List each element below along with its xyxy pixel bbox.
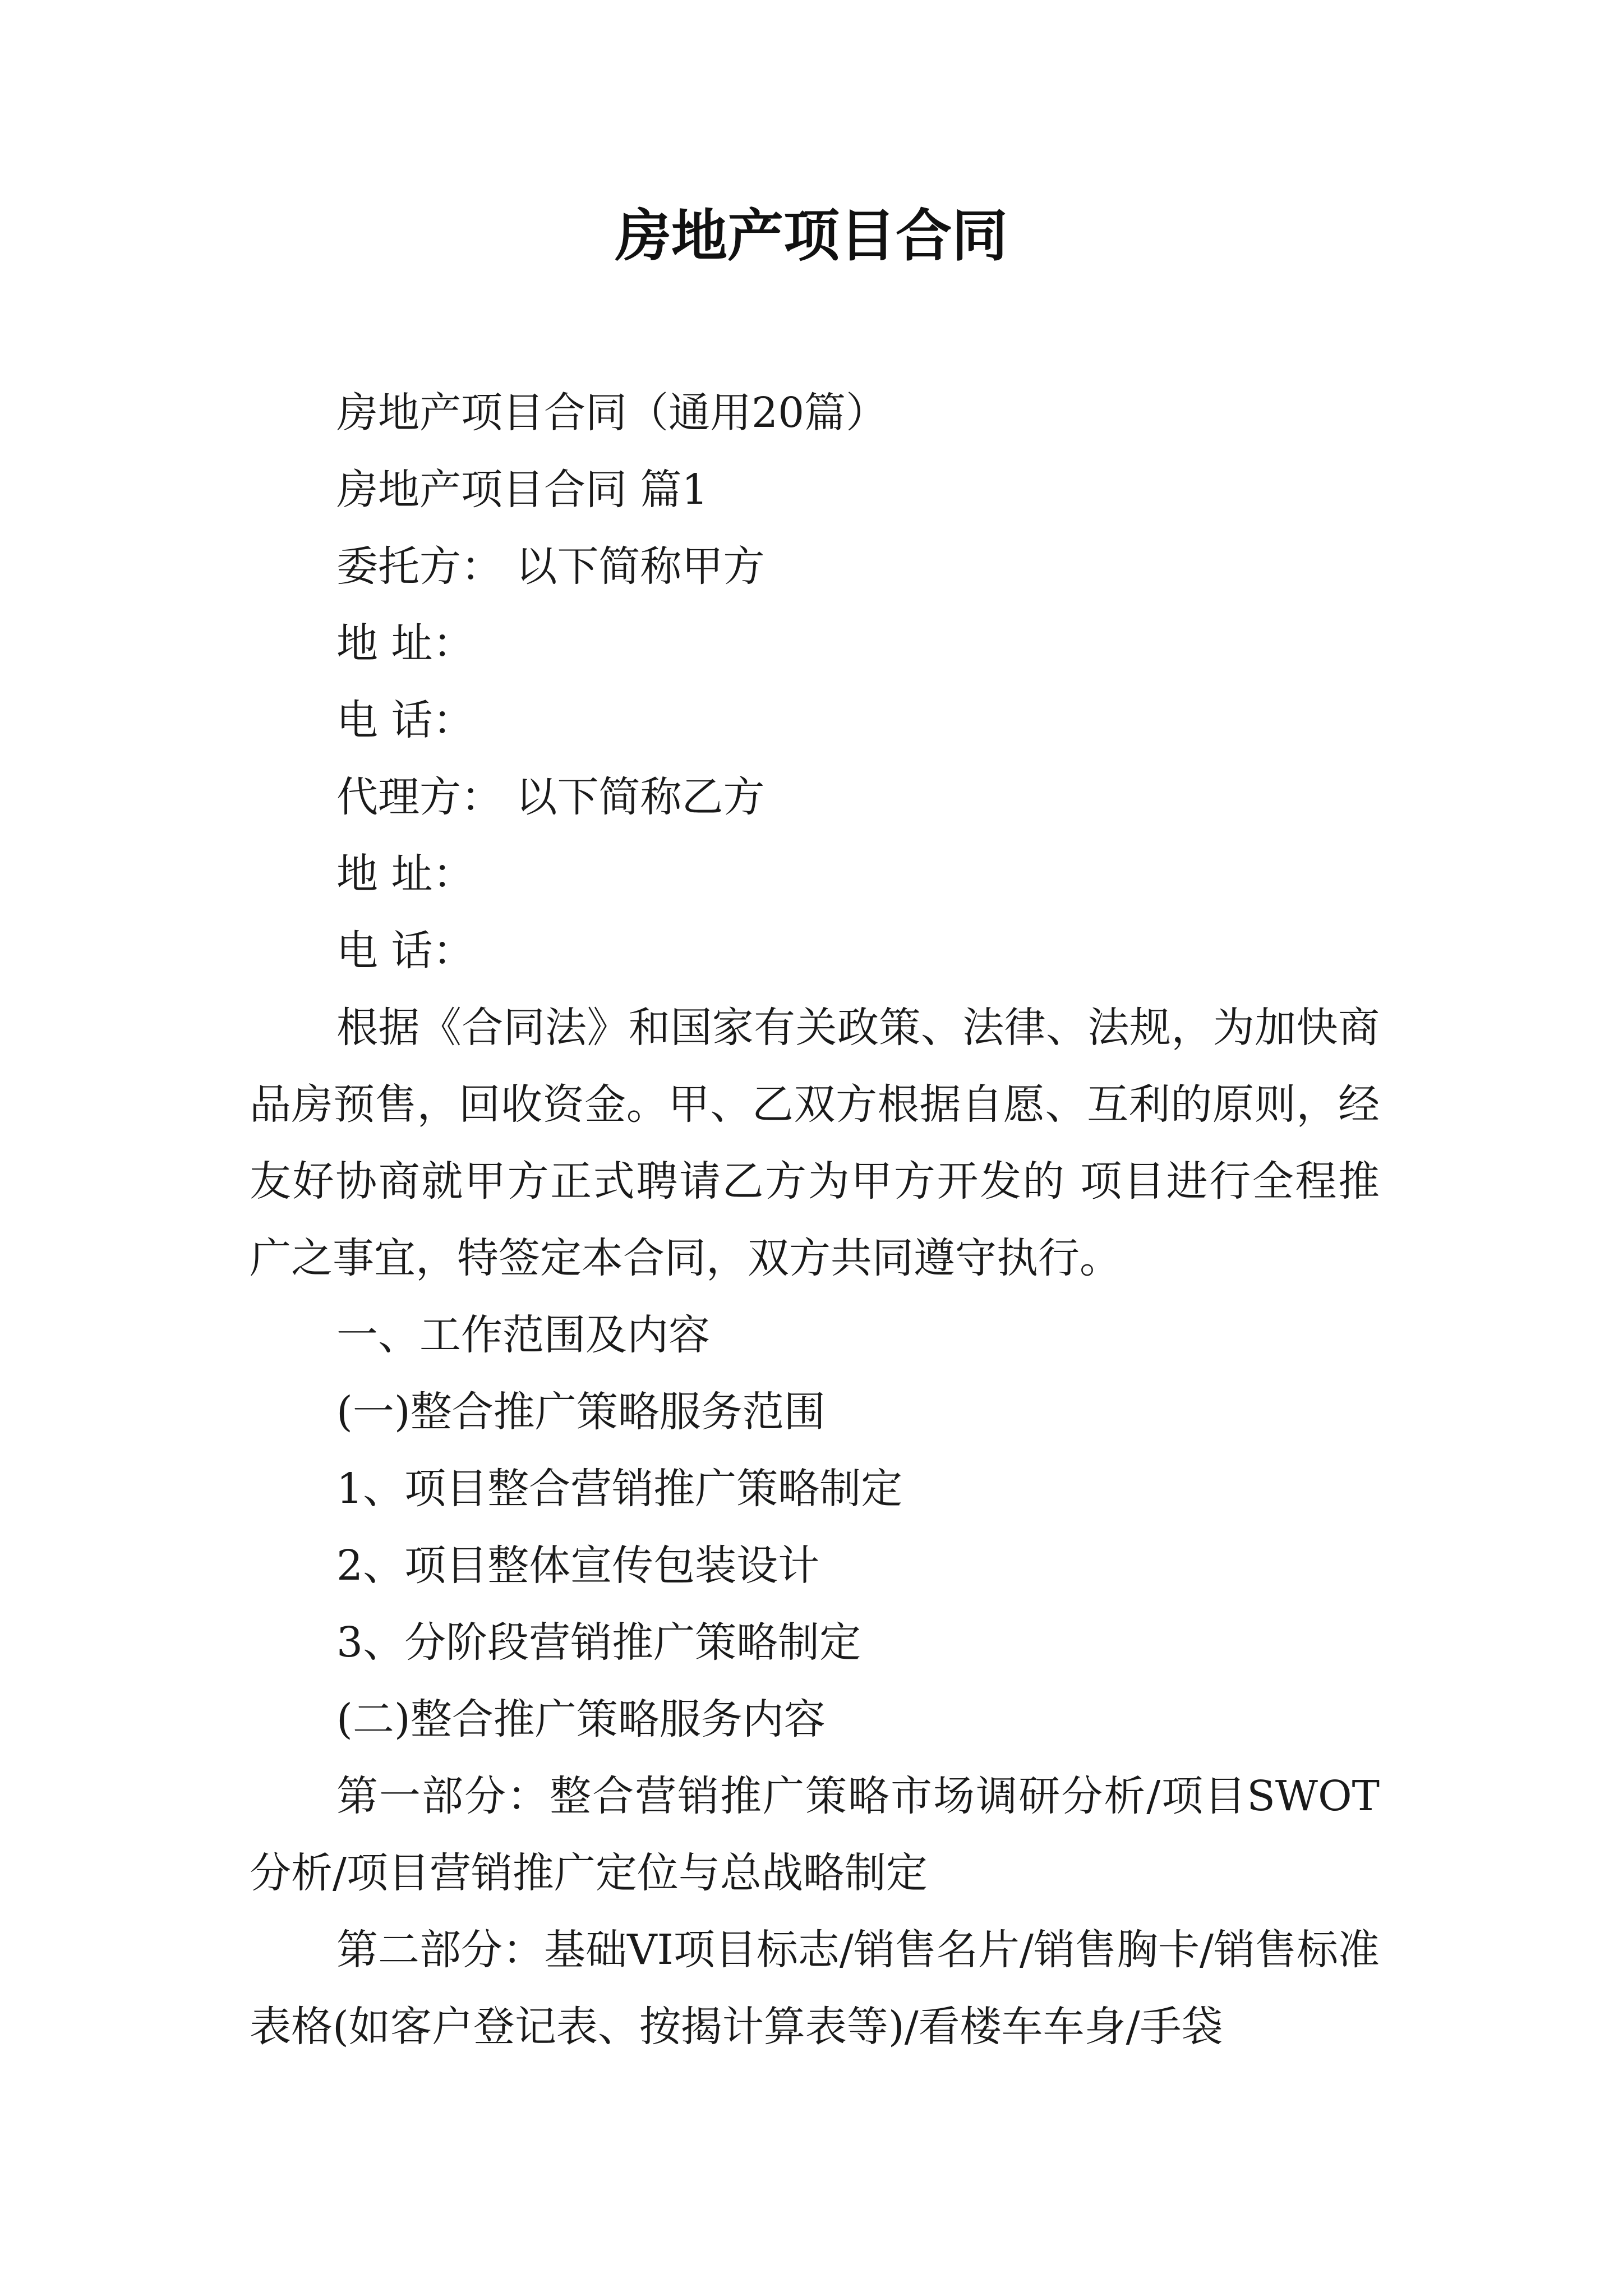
- paragraph: 代理方： 以下简称乙方: [336, 773, 765, 821]
- paragraph: 第一部分：整合营销推广策略市场调研分析/项目SWOT分析/项目营销推广定位与总战略制定: [250, 1772, 1380, 1897]
- paragraph: 房地产项目合同 篇1: [336, 466, 708, 514]
- paragraph: 2、项目整体宣传包装设计: [336, 1542, 820, 1590]
- paragraph: 3、分阶段营销推广策略制定: [336, 1618, 861, 1667]
- document-body: [250, 375, 1380, 2065]
- paragraph: (一)整合推广策略服务范围: [336, 1388, 826, 1436]
- paragraph: 委托方： 以下简称甲方: [336, 542, 765, 591]
- paragraph: 地 址：: [336, 619, 474, 668]
- paragraph: 房地产项目合同（通用20篇）: [336, 389, 888, 437]
- paragraph: 一、工作范围及内容: [336, 1311, 710, 1359]
- document-title: 房地产项目合同: [615, 203, 1008, 269]
- paragraph: 1、项目整合营销推广策略制定: [336, 1465, 903, 1513]
- paragraph: 第二部分：基础VI项目标志/销售名片/销售胸卡/销售标准表格(如客户登记表、按揭计算表等)/看楼车车身/手袋: [250, 1926, 1380, 2051]
- paragraph: 根据《合同法》和国家有关政策、法律、法规，为加快商品房预售，回收资金。甲、乙双方根据自愿、互利的原则，经友好协商就甲方正式聘请乙方为甲方开发的 项目进行全程推广之事宜，特签定本合同，双方共同遵守执行。: [250, 1004, 1380, 1282]
- paragraph: (二)整合推广策略服务内容: [336, 1695, 826, 1743]
- paragraph: 电 话：: [336, 927, 474, 975]
- paragraph: 地 址：: [336, 850, 474, 898]
- paragraph: 电 话：: [336, 696, 474, 744]
